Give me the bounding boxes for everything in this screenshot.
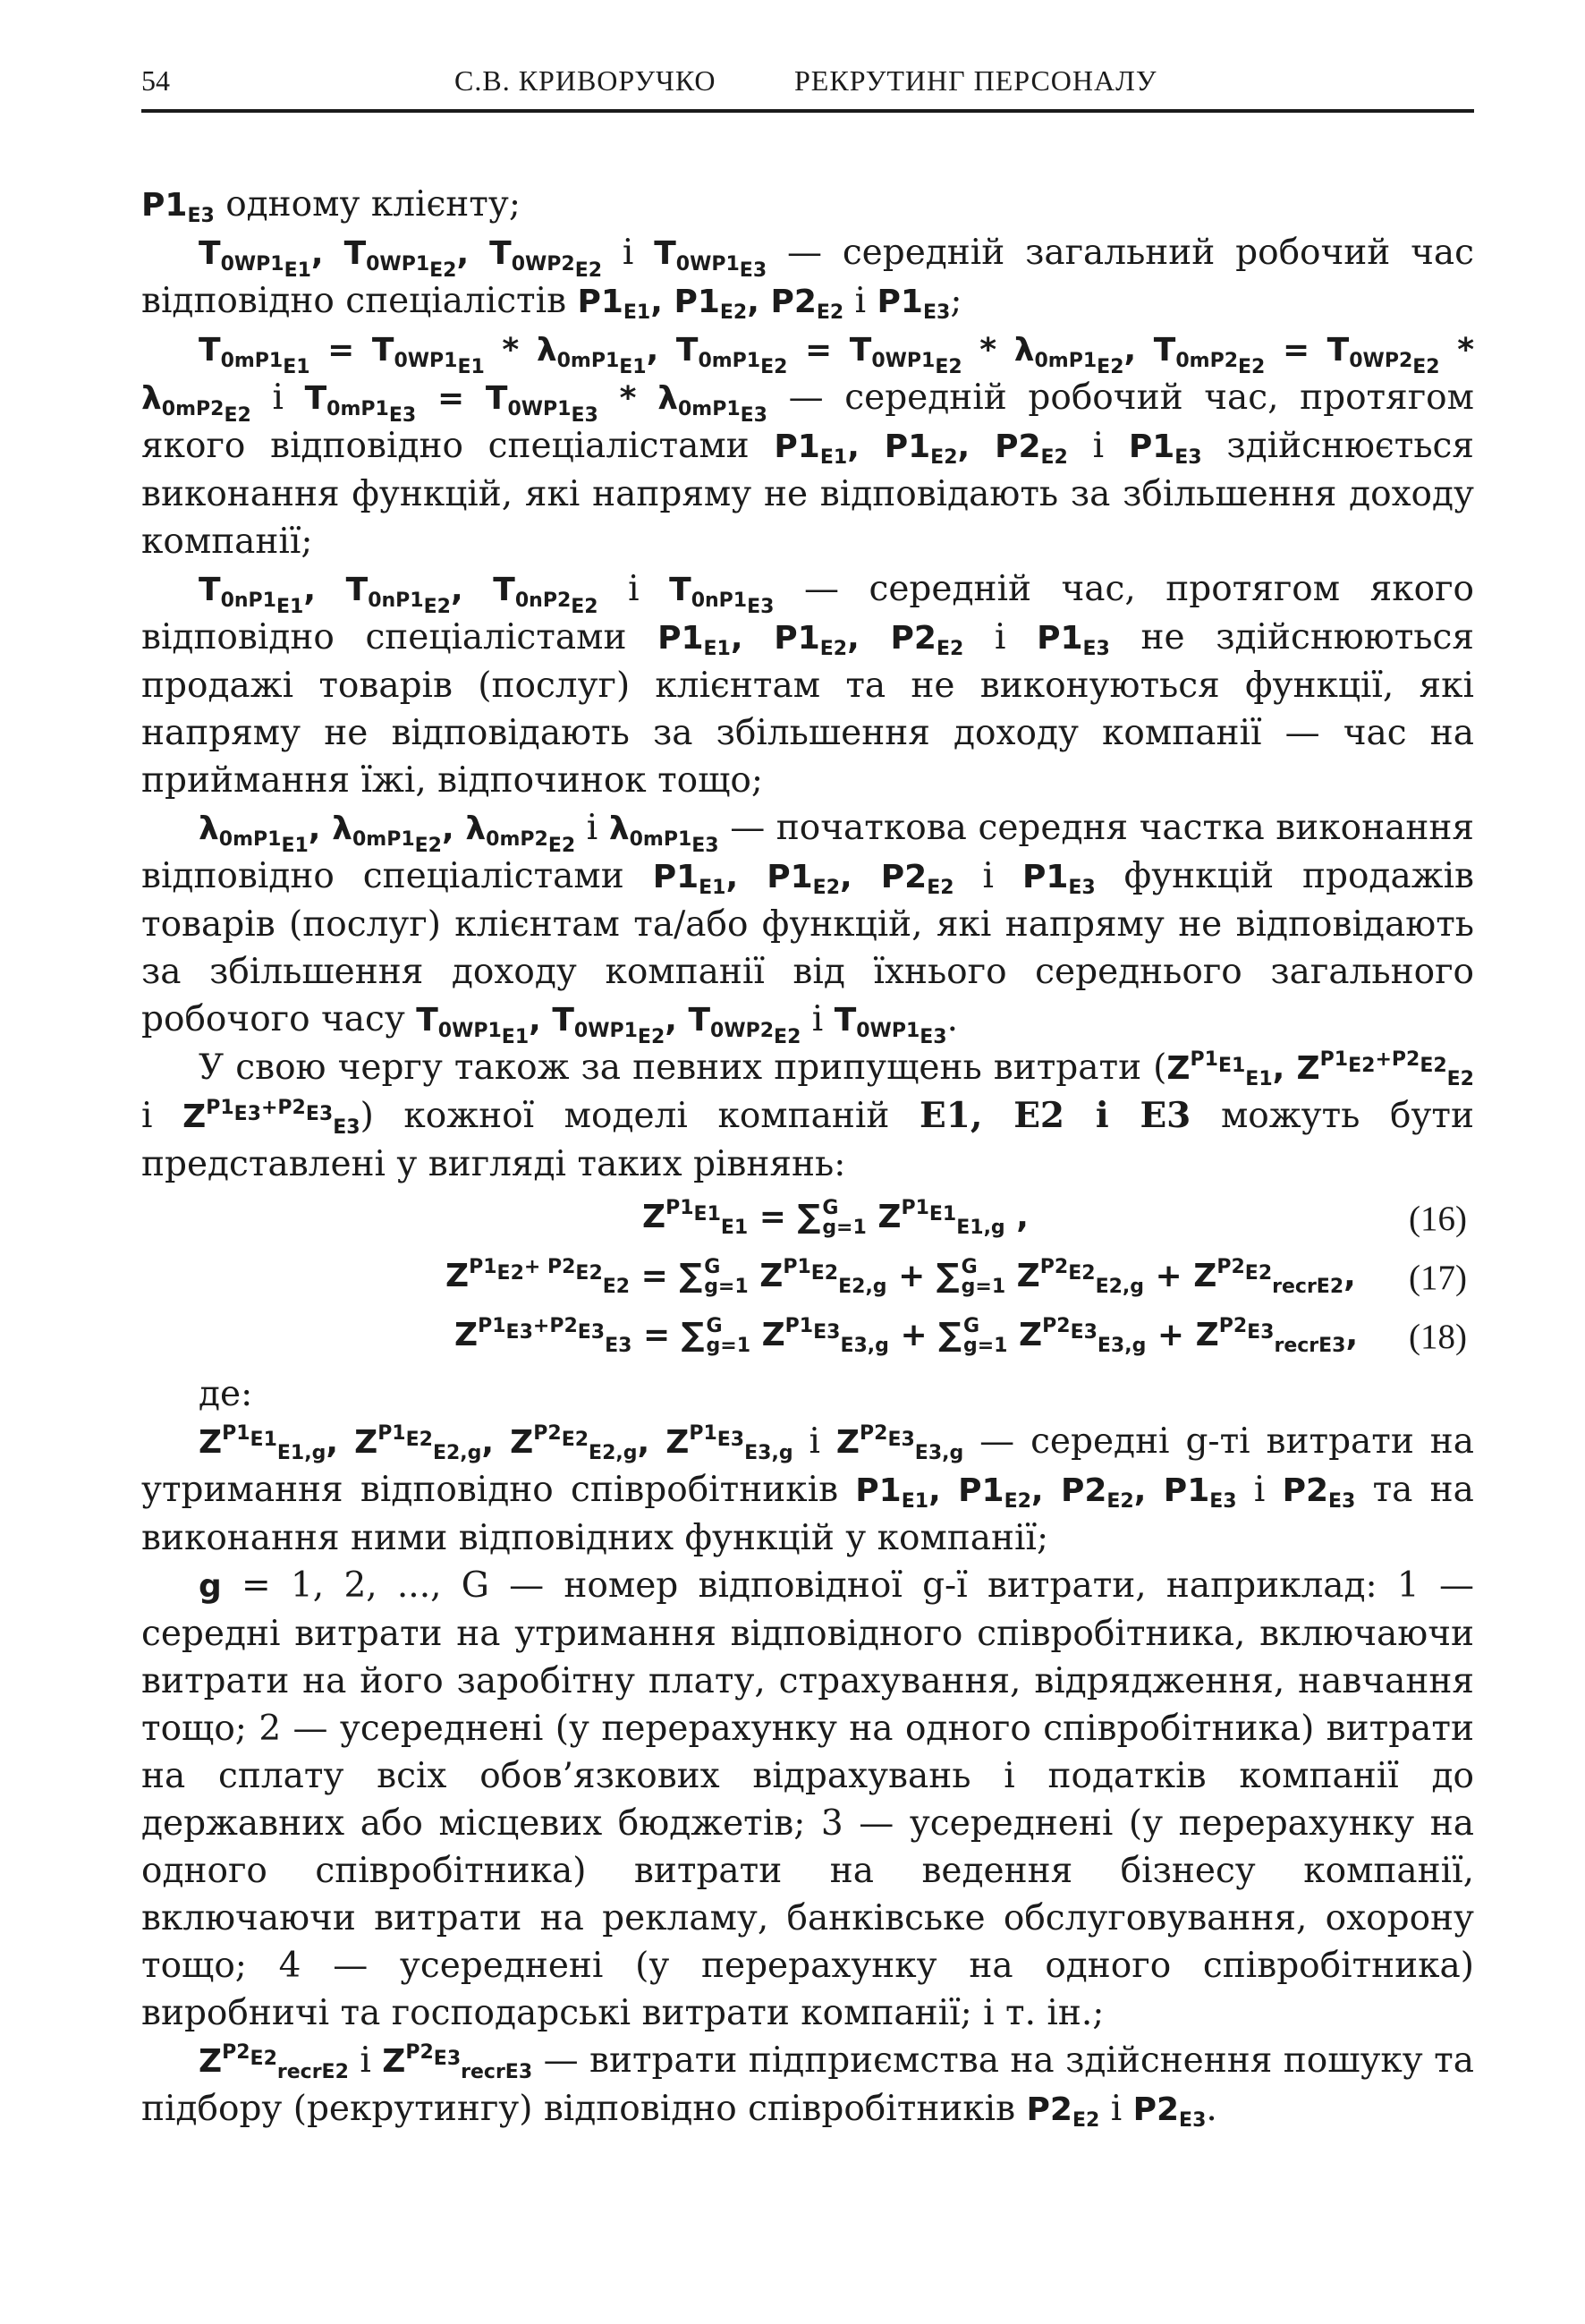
equation-number: (18) <box>1409 1318 1467 1356</box>
equation-number: (17) <box>1409 1259 1467 1297</box>
paragraph-p1e3: $P1_{E3}$ одному клієнту; <box>141 184 521 227</box>
paragraph-recruiting-costs: $Z^{P2_{E2}}_{recrE2}$ і $Z^{P2_{E3}}_{recrE3}$ — витрати підприємства на здійснення пошуку та підбору (рекрутингу) відповідно співробітників $P2_{E2}$ і $P2_{E3}$. <box>141 2040 1475 2132</box>
paragraph-total-time: $T_{0WP1_{E1}}$, $T_{0WP1_{E2}}$, $T_{0WP2_{E2}}$ і $T_{0WP1_{E3}}$ — середній загальний робочий час відповідно спеціалістів $P1_{E1}$, $P1_{E2}$, $P2_{E2}$ і $P1_{E3}$; <box>141 233 1475 324</box>
paragraph-costs-intro: У свою чергу також за певних припущень витрати ($Z^{P1_{E1}}_{E1}$, $Z^{P1_{E2}+P2_{E2}}_{E2}$ і $Z^{P1_{E3}+P2_{E3}}_{E3}$) кожної моделі компаній E1, E2 і E3 можуть бути представлені у вигляді таких рівнянь: <box>141 1047 1475 1184</box>
page-number: 54 <box>141 64 170 97</box>
equation-17: $Z^{P1_{E2}+ P2_{E2}}_{E2}$ = ∑ G g=1 $Z^{P1_{E2}}_{E2,g}$ + ∑ G g=1 $Z^{P2_{E2}}_{E2,g} + Z^{P2_{E2}}_{recrE2}$, (17) <box>141 1247 1474 1306</box>
running-header <box>141 54 1474 113</box>
header-title: РЕКРУТИНГ ПЕРСОНАЛУ <box>794 64 1157 97</box>
header-author: С.В. КРИВОРУЧКО <box>454 64 716 97</box>
page-body <box>141 181 1474 2133</box>
equation-16: $Z^{P1_{E1}}_{E1}$ = ∑ G g=1 $Z^{P1_{E1}}_{E1,g}$ , (16) <box>141 1188 1474 1247</box>
paragraph-g-costs: $Z^{P1_{E1}}_{E1,g}$, $Z^{P1_{E2}}_{E2,g}$, $Z^{P2_{E2}}_{E2,g}$, $Z^{P1_{E3}}_{E3,g}$ і $Z^{P2_{E3}}_{E3,g}$ — середні g-ті витрати на утримання відповідно співробітників $P1_{E1}$, $P1_{E2}$, $P2_{E2}$, $P1_{E3}$ і $P2_{E3}$ та на виконання ними відповідних функцій у компанії; <box>141 1421 1475 1558</box>
page <box>141 54 1474 2133</box>
paragraph-working-time: $T_{0mP1_{E1}} = T_{0WP1_{E1}} * \lambda_{0mP1_{E1}}$, $T_{0mP1_{E2}} = T_{0WP1_{E2}} * \lambda_{0mP1_{E2}}$, $T_{0mP2_{E2}} = T_{0WP2_{E2}} * \lambda_{0mP2_{E2}}$ і $T_{0mP1_{E3}} = T_{0WP1_{E3}} * \lambda_{0mP1_{E3}}$ — середній робочий час, протягом якого відповідно спеціалістами $P1_{E1}$, $P1_{E2}$, $P2_{E2}$ і $P1_{E3}$ здійснюється виконання функцій, які напряму не відповідають за збільшення доходу компанії; <box>141 332 1475 562</box>
equation-number: (16) <box>1409 1200 1467 1238</box>
paragraph-g-list: g = 1, 2, ..., G — номер відповідної g-ї витрати, наприклад: 1 — середні витрати на утримання відповідного співробітника, включаючи витрати на його заробітну плату, страхування, відрядження, навчання тощо; 2 — усереднені (у перерахунку на одного співробітника) витрати на сплату всіх обов’язкових відрахувань і податків компанії до державних або місцевих бюджетів; 3 — усереднені (у перерахунку на одного співробітника) витрати на ведення бізнесу компанії, включаючи витрати на рекламу, банківське обслуговування, охорону тощо; 4 — усереднені (у перерахунку на одного співробітника) виробничі та господарські витрати компанії; і т. ін.; <box>141 1565 1474 2033</box>
paragraph-de: де: <box>199 1374 253 1414</box>
paragraph-idle-time: $T_{0nP1_{E1}}$, $T_{0nP1_{E2}}$, $T_{0nP2_{E2}}$ і $T_{0nP1_{E3}}$ — середній час, протягом якого відповідно спеціалістами $P1_{E1}$, $P1_{E2}$, $P2_{E2}$ і $P1_{E3}$ не здійснюються продажі товарів (послуг) клієнтам та не виконуються функції, які напряму не відповідають за збільшення доходу компанії — час на приймання їжі, відпочинок тощо; <box>141 569 1475 801</box>
equation-18: $Z^{P1_{E3}+P2_{E3}}_{E3}$ = ∑ G g=1 $Z^{P1_{E3}}_{E3,g}$ + ∑ G g=1 $Z^{P2_{E3}}_{E3,g} + Z^{P2_{E3}}_{recrE3}$, (18) <box>141 1306 1474 1365</box>
paragraph-lambda: $\lambda_{0mP1_{E1}}$, $\lambda_{0mP1_{E2}}$, $\lambda_{0mP2_{E2}}$ і $\lambda_{0mP1_{E3}}$ — початкова середня частка виконання відповідно спеціалістами $P1_{E1}$, $P1_{E2}$, $P2_{E2}$ і $P1_{E3}$ функцій продажів товарів (послуг) клієнтам та/або функцій, які напряму не відповідають за збільшення доходу компанії від їхнього середнього загального робочого часу $T_{0WP1_{E1}}$, $T_{0WP1_{E2}}$, $T_{0WP2_{E2}}$ і $T_{0WP1_{E3}}$. <box>141 808 1475 1048</box>
